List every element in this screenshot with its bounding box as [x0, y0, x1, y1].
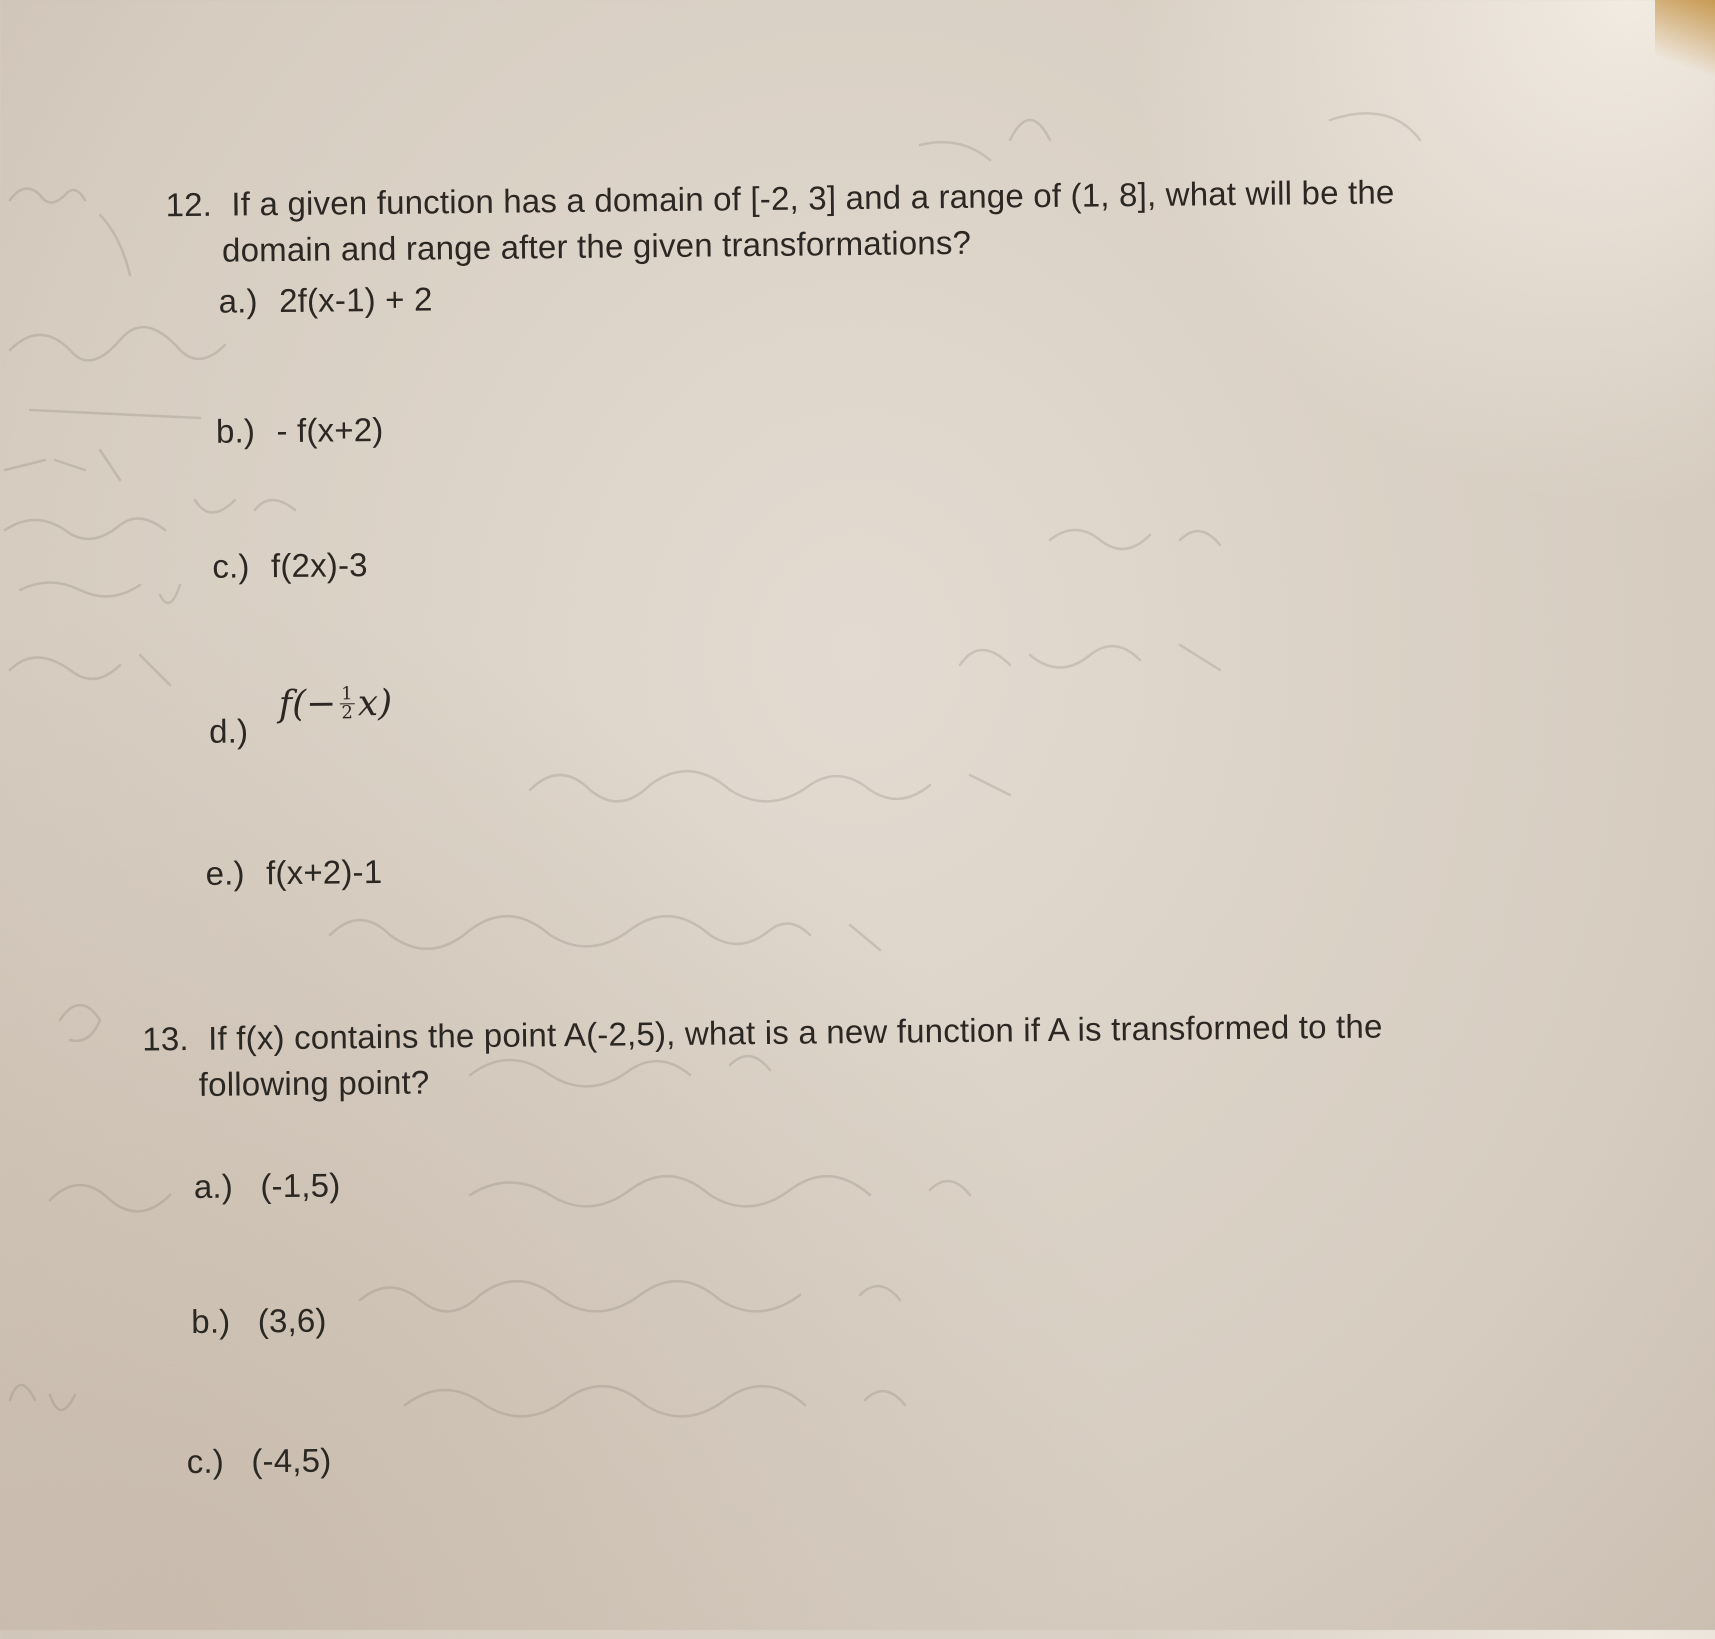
question-number: 13.	[142, 1020, 189, 1058]
fraction	[339, 685, 355, 722]
part-expression: (-1,5)	[260, 1166, 341, 1205]
part-expression: f(x+2)-1	[265, 852, 383, 892]
part-expression: - f(x+2)	[276, 410, 384, 450]
question-12	[165, 172, 1394, 225]
fraction-denominator: 2	[341, 702, 354, 724]
part-label: e.)	[205, 854, 245, 892]
part-12a	[218, 279, 432, 321]
part-label: b.)	[215, 412, 256, 450]
part-expression: f(2x)-3	[270, 546, 368, 585]
question-13	[142, 1007, 1383, 1060]
question-text: If a given function has a domain of [-2, 3] and a range of (1, 8], what will be the	[231, 173, 1395, 223]
fraction-numerator: 1	[341, 683, 353, 705]
question-text: If f(x) contains the point A(-2,5), what is a new function if A is transformed to the	[207, 1007, 1383, 1057]
part-13b	[191, 1301, 327, 1342]
expression-prefix: f(−	[278, 683, 337, 726]
part-13a	[194, 1165, 341, 1207]
question-number: 12.	[165, 185, 213, 224]
part-expression: (-4,5)	[251, 1441, 332, 1480]
part-12e	[205, 852, 382, 894]
part-12d-expression	[279, 683, 393, 725]
question-12-continuation: domain and range after the given transformations?	[221, 223, 972, 269]
part-label: c.)	[212, 547, 250, 585]
part-12b	[216, 410, 384, 452]
part-label: a.)	[218, 282, 258, 320]
part-label: a.)	[193, 1167, 234, 1205]
part-expression: 2f(x-1) + 2	[278, 280, 433, 320]
part-label: c.)	[186, 1442, 225, 1481]
part-12c	[212, 545, 368, 587]
part-12d-label: d.)	[208, 712, 249, 750]
question-13-continuation: following point?	[198, 1063, 430, 1103]
part-label: b.)	[191, 1302, 231, 1341]
part-13c	[187, 1441, 332, 1483]
part-expression: (3,6)	[257, 1301, 327, 1340]
expression-suffix: x)	[357, 682, 393, 725]
